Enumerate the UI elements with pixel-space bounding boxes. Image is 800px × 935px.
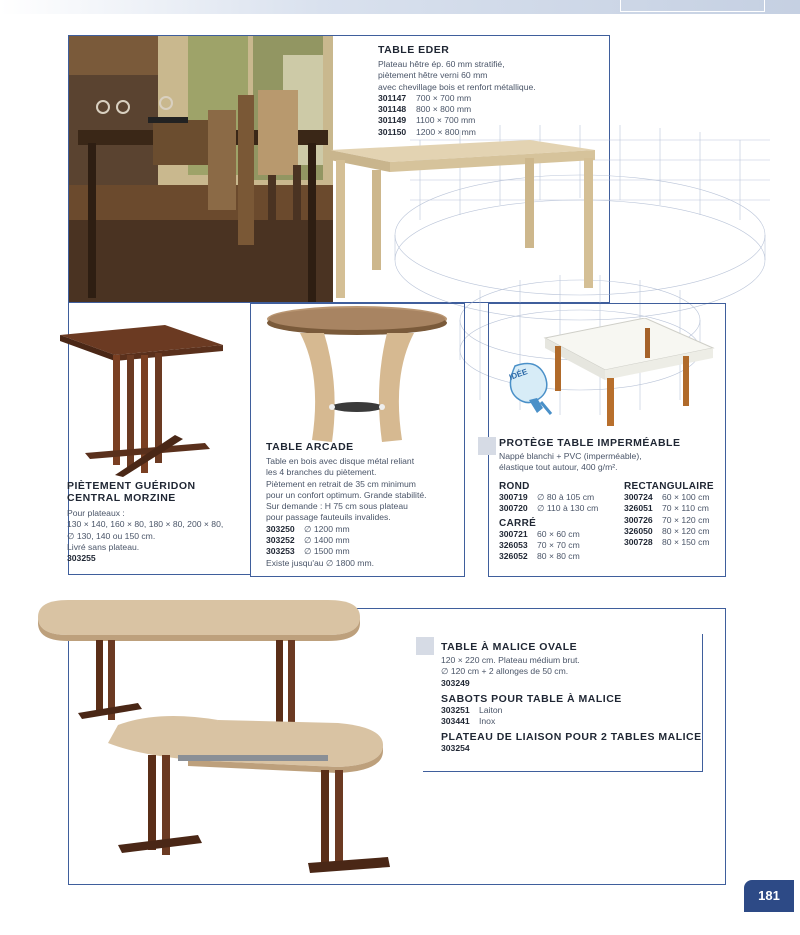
rect-item: 300728 80 × 150 cm [624, 537, 710, 548]
eder-text [378, 44, 608, 138]
protege-text [499, 437, 724, 474]
arcade-desc-line: Table en bois avec disque métal reliant [266, 456, 415, 466]
malice-ref: 303249 [441, 677, 470, 688]
grey-square-marker [478, 437, 496, 455]
gueridon-desc-line: 130 × 140, 160 × 80, 180 × 80, 200 × 80, [67, 519, 224, 530]
rect-item: 326051 70 × 110 cm [624, 503, 709, 514]
arcade-desc-line: pour un confort optimum. Grande stabilité. [266, 489, 427, 500]
rect-label: RECTANGULAIRE [624, 481, 714, 492]
eder-table-image [330, 140, 600, 300]
sabots-title: SABOTS POUR TABLE À MALICE [441, 692, 622, 705]
arcade-table-image [262, 305, 452, 445]
liaison-ref: 303254 [441, 743, 470, 754]
arcade-item: 303252 ∅ 1400 mm [266, 535, 350, 546]
sabots-item: 303441 Inox [441, 716, 496, 727]
protege-desc-line: élastique tout autour, 400 g/m². [499, 462, 618, 473]
arcade-note: Existe jusqu'au ∅ 1800 mm. [266, 557, 375, 568]
top-tab [620, 0, 765, 12]
gueridon-title: PIÈTEMENT GUÉRIDON CENTRAL MORZINE [67, 480, 196, 504]
arcade-item: 303253 ∅ 1500 mm [266, 546, 350, 557]
malice-title: TABLE À MALICE OVALE [441, 641, 578, 653]
eder-item: 301148 800 × 800 mm [378, 104, 472, 115]
eder-item: 301147 700 × 700 mm [378, 92, 472, 103]
arcade-desc-line: Sur demande : H 75 cm sous plateau [266, 501, 408, 512]
rond-item: 300719 ∅ 80 à 105 cm [499, 492, 595, 502]
gueridon-desc-line: ∅ 130, 140 ou 150 cm. [67, 530, 156, 541]
gueridon-image [55, 325, 225, 477]
arcade-desc-line: pour passage fauteuils invalides. [266, 512, 391, 523]
arcade-text [266, 441, 464, 569]
arcade-desc-line: les 4 branches du piètement. [266, 467, 377, 478]
gueridon-desc-line: Livré sans plateau. [67, 541, 140, 552]
page-number: 181 [744, 880, 794, 912]
eder-desc-line: Plateau hêtre ép. 60 mm stratifié, [378, 59, 505, 69]
protege-rect [624, 478, 726, 548]
malice-table-image [38, 595, 418, 875]
liaison-title: PLATEAU DE LIAISON POUR 2 TABLES MALICE [441, 731, 702, 744]
eder-desc-line: piètement hêtre verni 60 mm [378, 70, 488, 81]
rect-item: 300724 60 × 100 cm [624, 492, 710, 502]
gueridon-ref: 303255 [67, 553, 96, 564]
rect-item: 300726 70 × 120 cm [624, 514, 710, 525]
gueridon-text [67, 480, 247, 564]
carre-item: 326052 80 × 80 cm [499, 551, 580, 562]
carre-label: CARRÉ [499, 517, 537, 529]
malice-desc-line: ∅ 120 cm + 2 allonges de 50 cm. [441, 666, 569, 677]
arcade-desc-line: Piètement en retrait de 35 cm minimum [266, 478, 416, 489]
eder-title: TABLE EDER [378, 44, 450, 56]
eder-item: 301150 1200 × 800 mm [378, 126, 476, 137]
arcade-title: TABLE ARCADE [266, 441, 354, 453]
carre-item: 300721 60 × 60 cm [499, 528, 580, 539]
protege-desc-line: Nappé blanchi + PVC (imperméable), [499, 451, 642, 461]
gueridon-desc-line: Pour plateaux : [67, 508, 125, 518]
rond-item: 300720 ∅ 110 à 130 cm [499, 503, 599, 514]
eder-item: 301149 1100 × 700 mm [378, 115, 476, 126]
idee-badge-label: IDÉE [508, 367, 529, 382]
carre-item: 326053 70 × 70 cm [499, 539, 580, 550]
malice-desc-line: 120 × 220 cm. Plateau médium brut. [441, 655, 580, 665]
eder-desc-line: avec chevillage bois et renfort métallique. [378, 81, 536, 92]
sabots-item: 303251 Laiton [441, 704, 503, 715]
protege-table-image [535, 318, 720, 428]
protege-rond-carre [499, 478, 619, 562]
rect-item: 326050 80 × 120 cm [624, 525, 710, 536]
malice-text [441, 641, 703, 755]
arcade-item: 303250 ∅ 1200 mm [266, 523, 350, 534]
protege-title: PROTÈGE TABLE IMPERMÉABLE [499, 437, 681, 449]
idee-badge [497, 358, 555, 418]
rond-label: ROND [499, 481, 530, 492]
